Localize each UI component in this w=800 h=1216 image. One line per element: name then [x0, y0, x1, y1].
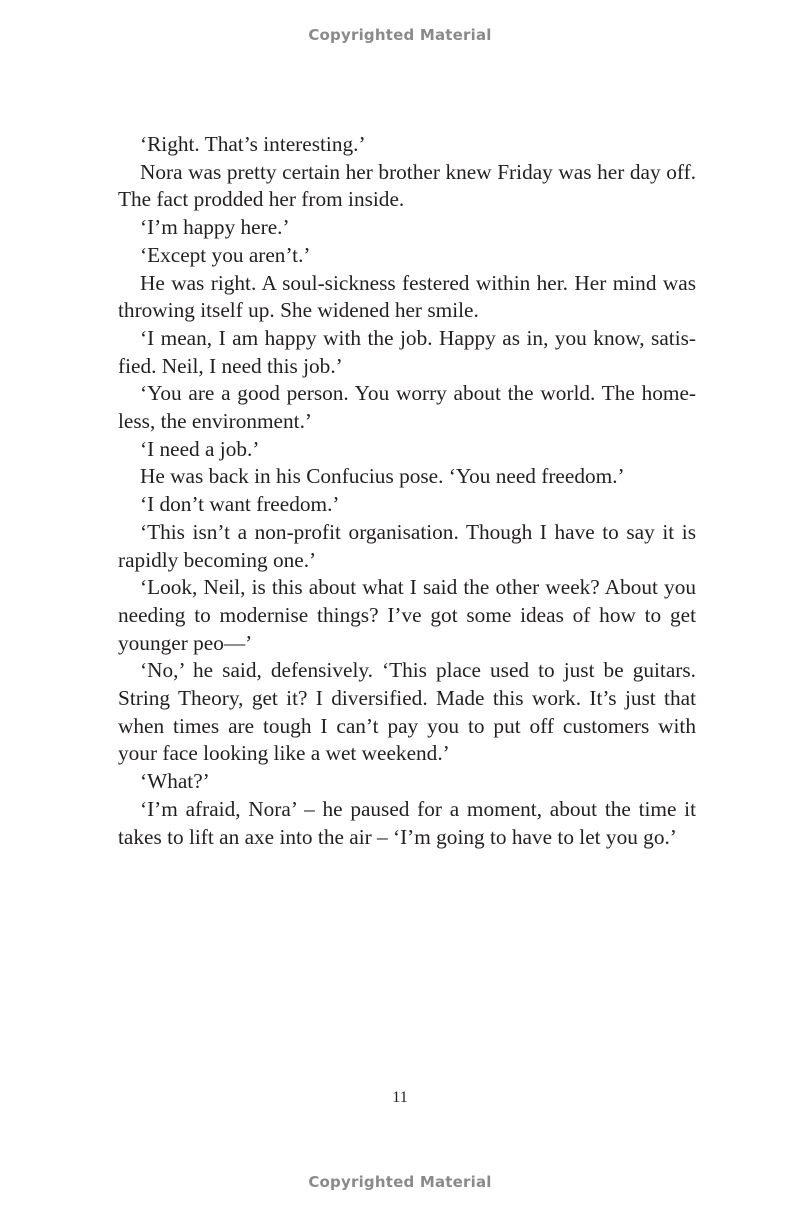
body-text	[118, 131, 696, 851]
paragraph: ‘Look, Neil, is this about what I said the other week? About you needing to modernise things? I’ve got some ideas of how to get younger peo—’	[118, 575, 696, 655]
page-number: 11	[392, 1089, 408, 1106]
paragraph: He was right. A soul-sickness festered within her. Her mind was throwing itself up. She widened her smile.	[118, 270, 696, 323]
copyright-watermark-bottom: Copyrighted Material	[308, 1173, 492, 1191]
paragraph: ‘I mean, I am happy with the job. Happy as in, you know, satis-fied. Neil, I need this job.’	[118, 325, 696, 378]
paragraph: ‘No,’ he said, defensively. ‘This place used to just be guitars. String Theory, get it? I diversified. Made this work. It’s just that when times are tough I can’t pay you to put off customers with your face looking like a wet weekend.’	[118, 658, 696, 766]
paragraph: ‘What?’	[140, 769, 210, 794]
paragraph: He was back in his Confucius pose. ‘You need freedom.’	[140, 464, 625, 489]
paragraph: ‘This isn’t a non-profit organisation. Though I have to say it is rapidly becoming one.’	[118, 519, 696, 572]
paragraph: ‘You are a good person. You worry about the world. The home-less, the environment.’	[118, 381, 696, 434]
copyright-watermark-top: Copyrighted Material	[308, 26, 492, 44]
paragraph: ‘I’m happy here.’	[140, 215, 290, 240]
paragraph: ‘I don’t want freedom.’	[140, 492, 340, 517]
paragraph: ‘I need a job.’	[140, 436, 260, 461]
paragraph: ‘Except you aren’t.’	[140, 242, 311, 267]
paragraph: ‘I’m afraid, Nora’ – he paused for a moment, about the time it takes to lift an axe into the air – ‘I’m going to have to let you go.’	[118, 796, 696, 849]
paragraph: ‘Right. That’s interesting.’	[140, 132, 366, 156]
paragraph: Nora was pretty certain her brother knew Friday was her day off. The fact prodded her from inside.	[118, 159, 696, 212]
